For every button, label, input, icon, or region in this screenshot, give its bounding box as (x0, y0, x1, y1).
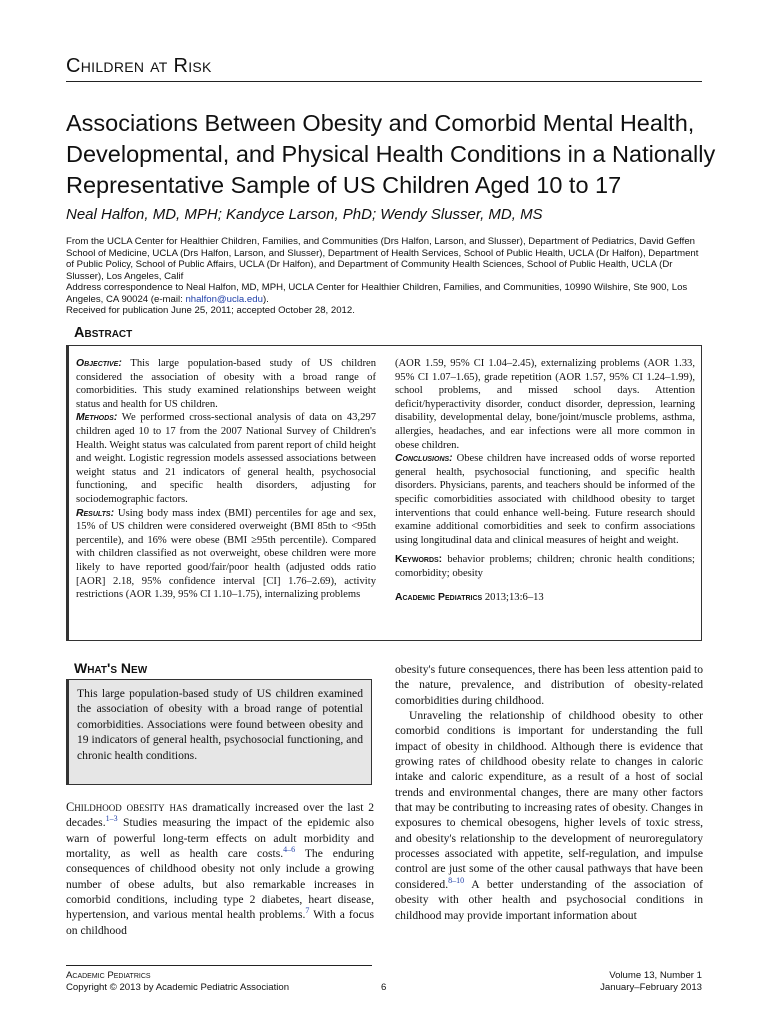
abstract-right-column (395, 357, 695, 604)
whats-new-text: This large population-based study of US children examined the association of obesity with a broad range of potential comorbidities. Associations were found between obesity and 19 indicators of general health, psychosocial functioning, and chronic health conditions. (77, 687, 363, 762)
whats-new-heading: What's New (74, 660, 148, 676)
abstract-keywords: Keywords: behavior problems; children; chronic health conditions; comorbidity; obesity (395, 554, 695, 579)
abstract-results: Results: Using body mass index (BMI) percentiles for age and sex, 15% of US children were considered overweight (BMI 85th to <95th percentile), and 16% were obese (BMI ≥95th percentile). Compared with children classified as not overweight, obese children were more likely to have reported good/fair/poor health (adjusted odds ratio [AOR] 2.18, 95% confidence interval [CI] 1.76–2.69), activity restrictions (AOR 1.39, 95% CI 1.10–1.75), internalizing problems (76, 507, 376, 601)
email-link[interactable]: nhalfon@ucla.edu (185, 293, 263, 305)
footer-left (66, 970, 289, 993)
correspondence-text: Address correspondence to Neal Halfon, MD, MPH, UCLA Center for Healthier Children, Families, and Communities, 10990 Wilshire, Ste 900, Los Angeles, CA 90024 (e-mail: nhalfon@ucla.edu). (66, 282, 688, 305)
abstract-results-continued: (AOR 1.59, 95% CI 1.04–2.45), externalizing problems (AOR 1.33, 95% CI 1.07–1.65), grade repetition (AOR 1.57, 95% CI 1.24–1.99), school problems, and missed school days. Attention deficit/hyperactivity disorder, conduct disorder, depression, learning disability, developmental delay, bone/joint/muscle problems, asthma, allergies, headaches, and ear infections were all more common in obese children. (395, 358, 695, 451)
abstract-methods: Methods: We performed cross-sectional analysis of data on 43,297 children aged 10 to 17 from the 2007 National Survey of Children's Health. Weight status was calculated from parent report of child height and weight. Logistic regression models assessed associations between weight status and 21 indicators of general health, psychosocial functioning, and specific health disorders, adjusting for sociodemographic factors. (76, 412, 376, 505)
received-date: Received for publication June 25, 2011; accepted October 28, 2012. (66, 305, 355, 316)
affiliation-block (66, 236, 706, 317)
whats-new-box (66, 679, 372, 785)
section-label: Children at Risk (66, 55, 212, 77)
body-paragraph: Unraveling the relationship of childhood obesity to other comorbid conditions is important for understanding the full impact of obesity in childhood. Although there is evidence that growing rates of childhood obesity relate to changes in caloric intake and caloric expenditure, as a result of a host of social trends and environmental changes, there are many other factors that may be contributing to increasing rates of obesity. Changes in exposures to chemical obesogens, higher levels of toxic stress, and obesity's relationship to the development of neuroregulatory processes associated with appetite, self-regulation, and impulse control are just some of the other causal pathways that have been considered.$^{8-10}$ A better understanding of the association of obesity with other health and psychosocial conditions in childhood may provide important information about (395, 709, 703, 922)
abstract-conclusions: Conclusions: Obese children have increased odds of worse reported general health, psychosocial functioning, and specific health disorders. Physicians, parents, and teachers should be informed of the specific comorbidities associated with childhood obesity to target interventions that could enhance well-being. Future research should examine additional comorbidities and seek to confirm associations using longitudinal data and clinical measures of height and weight. (395, 453, 695, 546)
abstract-left-column (76, 357, 376, 602)
footer-rule (66, 965, 372, 966)
body-right-column (395, 662, 703, 923)
reference-link[interactable]: 8–10 (448, 875, 465, 885)
journal-citation: Academic Pediatrics 2013;13:6–13 (395, 591, 544, 603)
footer-right (600, 970, 702, 993)
author-list: Neal Halfon, MD, MPH; Kandyce Larson, PhD; Wendy Slusser, MD, MS (66, 206, 543, 223)
footer-date: January–February 2013 (600, 981, 702, 993)
header-rule (66, 81, 702, 82)
footer-journal: Academic Pediatrics (66, 970, 151, 981)
footer-volume: Volume 13, Number 1 (609, 970, 702, 981)
article-title: Associations Between Obesity and Comorbid Mental Health, Developmental, and Physical Health Conditions in a Nationally Representative Sample of US Children Aged 10 to 17 (66, 110, 716, 198)
affiliation-text: From the UCLA Center for Healthier Children, Families, and Communities (Drs Halfon, Larson, and Slusser), Department of Pediatrics, David Geffen School of Medicine, UCLA (Drs Halfon, Larson, and Slusser), Department of Health Services, School of Public Health, UCLA (Dr Halfon), Department of Public Policy, School of Public Affairs, UCLA (Dr Halfon), and Department of Community Health Sciences, School of Public Health, UCLA (Dr Slusser), Los Angeles, Calif (66, 236, 699, 282)
reference-link[interactable]: 1–3 (105, 814, 118, 824)
body-left-column (66, 800, 374, 938)
abstract-objective: Objective: This large population-based study of US children considered the association of obesity with a broad range of comorbidities. This study examined relationships between weight status and health for US children. (76, 358, 376, 410)
abstract-heading: Abstract (74, 325, 133, 341)
body-paragraph-continued: obesity's future consequences, there has been less attention paid to the nature, prevalence, and distribution of obesity-related comorbidities during childhood. (395, 663, 703, 707)
body-paragraph: Childhood obesity has dramatically increased over the last 2 decades.$^{1-3}$ Studies measuring the impact of the epidemic also warn of powerful long-term effects on adult morbidity and mortality, as well as health care costs.$^{4-6}$ The enduring consequences of childhood obesity not only include a growing number of obese adults, but also remarkable increases in comorbid conditions, including type 2 diabetes, heart disease, hypertension, and various mental health problems.$^7$ With a focus on childhood (66, 800, 374, 937)
reference-link[interactable]: 4–6 (283, 845, 296, 855)
footer-copyright: Copyright © 2013 by Academic Pediatric Association (66, 981, 290, 993)
page-number: 6 (381, 982, 387, 993)
reference-link[interactable]: 7 (305, 906, 310, 916)
